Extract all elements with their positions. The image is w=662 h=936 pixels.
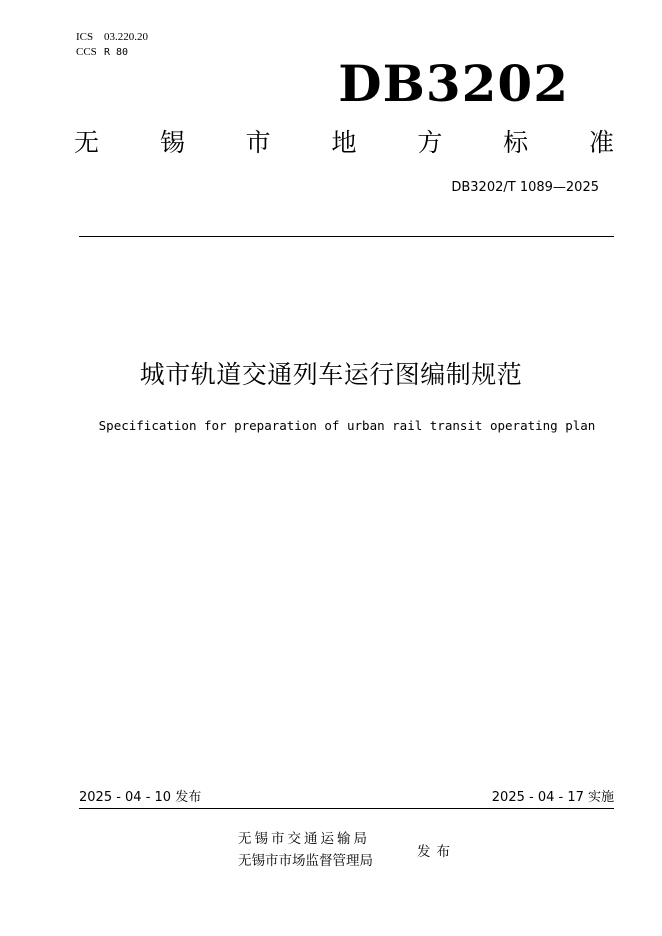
standard-type-char: 标 — [503, 128, 529, 157]
standard-type-char: 方 — [417, 128, 443, 157]
issuer-market-regulation-bureau: 无锡市市场监督管理局 — [238, 853, 373, 869]
implementation-date: 2025 - 04 - 17 实施 — [491, 790, 614, 805]
standard-type-char: 市 — [245, 128, 271, 157]
standard-type-char: 地 — [331, 128, 357, 157]
standard-type-char: 准 — [588, 128, 614, 157]
bottom-divider — [79, 808, 614, 809]
ics-code — [76, 31, 148, 44]
ccs-code — [76, 46, 128, 59]
document-title-chinese: 城市轨道交通列车运行图编制规范 — [139, 360, 523, 389]
ccs-value: R 80 — [104, 47, 129, 58]
issuer-block — [238, 828, 373, 872]
ics-label: ICS — [76, 31, 94, 43]
standard-type-title — [74, 126, 614, 160]
ccs-label: CCS — [76, 46, 97, 58]
standard-number: DB3202/T 1089—2025 — [451, 180, 599, 195]
document-title-english: Specification for preparation of urban rail transit operating plan — [98, 418, 596, 433]
ics-value: 03.220.20 — [104, 31, 148, 43]
standard-type-char: 锡 — [159, 128, 185, 157]
issuer-transport-bureau: 无锡市交通运输局 — [238, 831, 370, 847]
top-divider — [79, 236, 614, 237]
publish-label: 发布 — [417, 844, 456, 860]
standard-type-char: 无 — [74, 128, 100, 157]
db-logo: DB3202 — [338, 54, 569, 113]
issue-date: 2025 - 04 - 10 发布 — [79, 790, 202, 805]
